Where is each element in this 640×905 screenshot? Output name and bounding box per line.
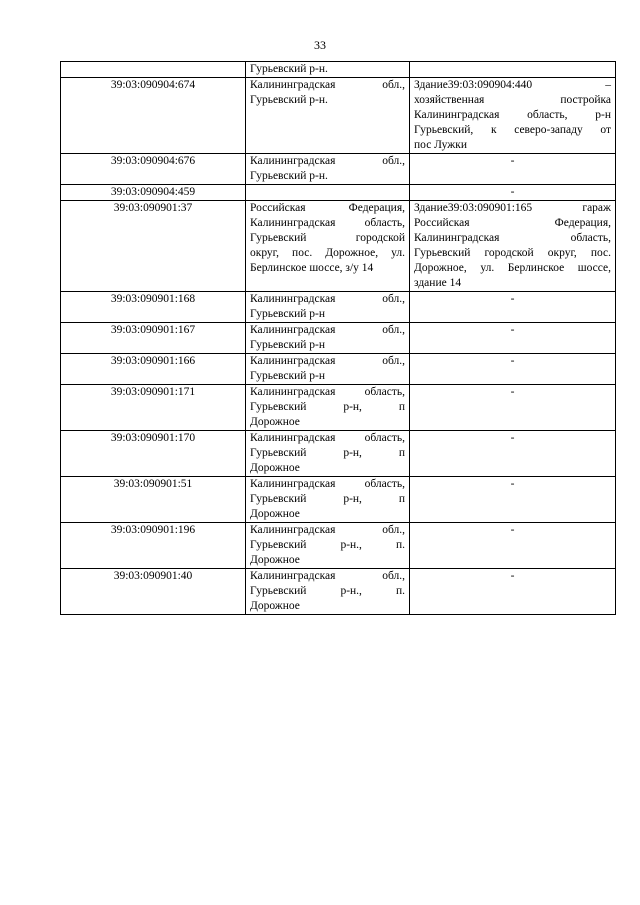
- cadastral-table: [60, 61, 616, 615]
- cell-line: Калининградская обл.,: [250, 524, 405, 536]
- cadastral-number-cell: 39:03:090901:168: [61, 292, 246, 323]
- cell-line: здание 14: [414, 277, 462, 289]
- cell-line: Дорожное, ул. Берлинское шоссе,: [414, 262, 611, 274]
- cell-line: Калининградская область,: [250, 478, 405, 490]
- cell-line: Гурьевский р-н: [250, 370, 326, 382]
- table-row: [61, 569, 616, 615]
- cell-line: хозяйственная постройка: [414, 94, 611, 106]
- cell-line: Калининградская обл.,: [250, 293, 405, 305]
- cadastral-number-cell: 39:03:090904:674: [61, 78, 246, 154]
- building-cell: [410, 323, 616, 354]
- building-cell: [410, 385, 616, 431]
- cell-line: Калининградская область,: [414, 232, 611, 244]
- cell-line: Гурьевский городской: [250, 232, 405, 244]
- cell-line: -: [510, 478, 515, 490]
- cadastral-number-cell: 39:03:090901:167: [61, 323, 246, 354]
- cell-line: Дорожное: [250, 508, 300, 520]
- cell-line: -: [510, 570, 515, 582]
- cell-line: округ, пос. Дорожное, ул.: [250, 247, 405, 259]
- building-cell: [410, 431, 616, 477]
- cell-line: Гурьевский р-н, п: [250, 447, 405, 459]
- cadastral-number-cell: 39:03:090904:676: [61, 154, 246, 185]
- cell-line: Калининградская обл.,: [250, 570, 405, 582]
- cadastral-number-cell: [61, 62, 246, 78]
- cell-line: Калининградская обл.,: [250, 79, 405, 91]
- cell-line: -: [510, 324, 515, 336]
- cadastral-number-cell: 39:03:090904:459: [61, 185, 246, 201]
- building-cell: [410, 523, 616, 569]
- cadastral-number-cell: 39:03:090901:171: [61, 385, 246, 431]
- cell-line: Здание39:03:090904:440 –: [414, 79, 611, 91]
- cell-line: -: [510, 524, 515, 536]
- cell-line: -: [510, 155, 515, 167]
- table-row: [61, 292, 616, 323]
- table-row: [61, 431, 616, 477]
- cell-line: -: [510, 186, 515, 198]
- cadastral-number-cell: 39:03:090901:196: [61, 523, 246, 569]
- cell-line: Гурьевский р-н: [250, 339, 326, 351]
- cell-line: Гурьевский р-н., п.: [250, 539, 405, 551]
- table-row: [61, 185, 616, 201]
- address-cell: [246, 569, 410, 615]
- cell-line: -: [510, 355, 515, 367]
- table-row: [61, 477, 616, 523]
- address-cell: [246, 292, 410, 323]
- address-cell: [246, 78, 410, 154]
- cell-line: -: [510, 293, 515, 305]
- table-row: [61, 62, 616, 78]
- address-cell: [246, 354, 410, 385]
- address-cell: [246, 185, 410, 201]
- cell-line: Дорожное: [250, 416, 300, 428]
- cell-line: Дорожное: [250, 554, 300, 566]
- building-cell: [410, 477, 616, 523]
- cell-line: Гурьевский р-н., п.: [250, 585, 405, 597]
- building-cell: [410, 78, 616, 154]
- cell-line: -: [510, 432, 515, 444]
- building-cell: [410, 569, 616, 615]
- cell-line: Гурьевский р-н.: [250, 63, 328, 75]
- building-cell: [410, 292, 616, 323]
- cell-line: Гурьевский р-н, п: [250, 493, 405, 505]
- cell-line: пос Лужки: [414, 139, 467, 151]
- address-cell: [246, 523, 410, 569]
- table-row: [61, 201, 616, 292]
- cell-line: Калининградская область, р-н: [414, 109, 611, 121]
- table-row: [61, 385, 616, 431]
- cell-line: Дорожное: [250, 600, 300, 612]
- cadastral-number-cell: 39:03:090901:37: [61, 201, 246, 292]
- cell-line: Гурьевский городской округ, пос.: [414, 247, 611, 259]
- cell-line: Здание39:03:090901:165 гараж: [414, 202, 611, 214]
- address-cell: [246, 154, 410, 185]
- cell-line: Берлинское шоссе, з/у 14: [250, 262, 374, 274]
- cadastral-number-cell: 39:03:090901:51: [61, 477, 246, 523]
- cell-line: Гурьевский р-н.: [250, 94, 328, 106]
- cell-line: Российская Федерация,: [414, 217, 611, 229]
- address-cell: [246, 385, 410, 431]
- cadastral-number-cell: 39:03:090901:40: [61, 569, 246, 615]
- cadastral-number-cell: 39:03:090901:166: [61, 354, 246, 385]
- cell-line: Калининградская область,: [250, 217, 405, 229]
- cell-line: Калининградская область,: [250, 386, 405, 398]
- table-row: [61, 78, 616, 154]
- cell-line: Дорожное: [250, 462, 300, 474]
- address-cell: [246, 477, 410, 523]
- address-cell: [246, 323, 410, 354]
- cell-line: Гурьевский, к северо-западу от: [414, 124, 611, 136]
- building-cell: [410, 185, 616, 201]
- table-body: [61, 62, 616, 615]
- cell-line: Калининградская область,: [250, 432, 405, 444]
- cell-line: Гурьевский р-н.: [250, 170, 328, 182]
- building-cell: [410, 354, 616, 385]
- address-cell: [246, 201, 410, 292]
- cell-line: Российская Федерация,: [250, 202, 405, 214]
- table-row: [61, 154, 616, 185]
- cell-line: Гурьевский р-н: [250, 308, 326, 320]
- cell-line: -: [510, 386, 515, 398]
- cell-line: Калининградская обл.,: [250, 155, 405, 167]
- page-number: 33: [314, 38, 326, 52]
- cell-line: Калининградская обл.,: [250, 324, 405, 336]
- cadastral-number-cell: 39:03:090901:170: [61, 431, 246, 477]
- building-cell: [410, 154, 616, 185]
- building-cell: [410, 62, 616, 78]
- table-row: [61, 323, 616, 354]
- table-row: [61, 354, 616, 385]
- address-cell: [246, 62, 410, 78]
- building-cell: [410, 201, 616, 292]
- address-cell: [246, 431, 410, 477]
- cell-line: Калининградская обл.,: [250, 355, 405, 367]
- cell-line: Гурьевский р-н, п: [250, 401, 405, 413]
- table-row: [61, 523, 616, 569]
